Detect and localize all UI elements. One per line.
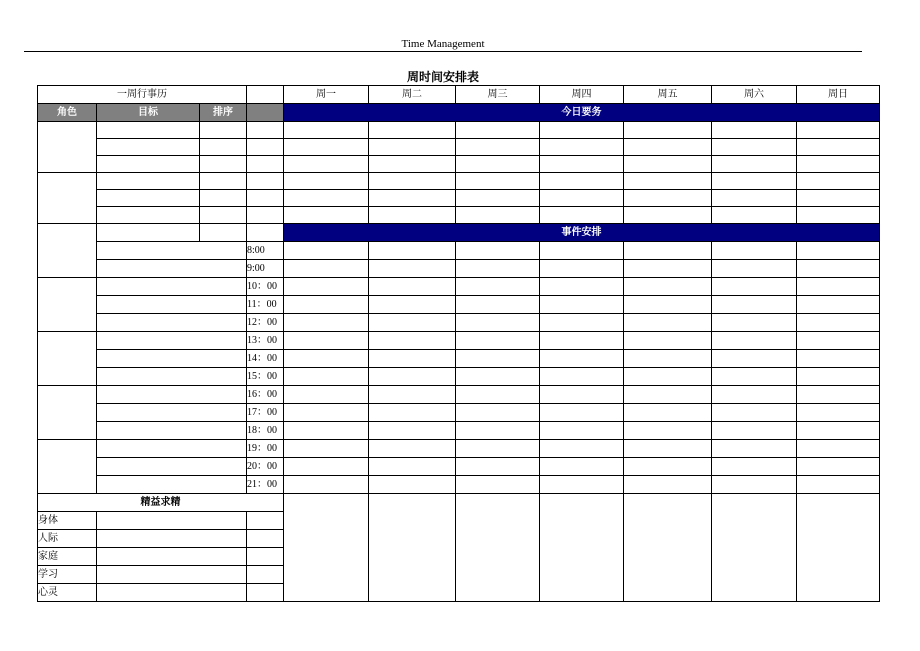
table-cell[interactable] <box>797 173 880 190</box>
role-cell[interactable] <box>38 224 97 278</box>
table-cell[interactable] <box>712 139 797 156</box>
header-rule <box>24 51 862 52</box>
table-cell[interactable] <box>247 173 284 190</box>
table-cell[interactable] <box>712 173 797 190</box>
table-cell[interactable] <box>284 122 369 139</box>
table-cell[interactable] <box>456 332 540 350</box>
day-mon: 周一 <box>284 86 369 104</box>
renewal-title: 精益求精 <box>38 494 284 512</box>
renewal-item-social: 人际 <box>38 530 97 548</box>
table-cell[interactable] <box>247 512 284 530</box>
cell[interactable] <box>247 86 284 104</box>
role-cell[interactable] <box>38 122 97 173</box>
time-label: 14：00 <box>247 350 284 368</box>
table-cell[interactable] <box>247 548 284 566</box>
calendar-label: 一周行事历 <box>38 86 247 104</box>
table-cell[interactable] <box>712 458 797 476</box>
table-cell[interactable] <box>456 476 540 494</box>
table-cell[interactable] <box>284 190 369 207</box>
table-cell[interactable] <box>540 404 624 422</box>
table-cell[interactable] <box>797 139 880 156</box>
event-schedule-header: 事件安排 <box>284 224 880 242</box>
table-cell[interactable] <box>284 156 369 173</box>
table-cell[interactable] <box>369 332 456 350</box>
table-cell[interactable] <box>624 296 712 314</box>
table-cell[interactable] <box>540 173 624 190</box>
table-cell[interactable] <box>797 260 880 278</box>
table-cell[interactable] <box>712 404 797 422</box>
renewal-item-study: 学习 <box>38 566 97 584</box>
table-cell[interactable] <box>247 207 284 224</box>
table-cell[interactable] <box>540 458 624 476</box>
table-cell[interactable] <box>540 350 624 368</box>
table-cell[interactable] <box>456 386 540 404</box>
table-cell[interactable] <box>797 122 880 139</box>
table-cell[interactable] <box>540 332 624 350</box>
table-cell[interactable] <box>456 207 540 224</box>
page-title: 周时间安排表 <box>406 70 479 84</box>
table-cell[interactable] <box>247 224 284 242</box>
table-cell[interactable] <box>97 173 200 190</box>
table-cell[interactable] <box>369 278 456 296</box>
table-cell[interactable] <box>456 350 540 368</box>
table-cell[interactable] <box>97 224 200 242</box>
table-cell[interactable] <box>540 122 624 139</box>
table-cell[interactable] <box>456 422 540 440</box>
table-cell[interactable] <box>712 476 797 494</box>
time-label: 9:00 <box>247 260 284 278</box>
table-cell[interactable] <box>712 278 797 296</box>
time-label: 17：00 <box>247 404 284 422</box>
table-cell[interactable] <box>247 122 284 139</box>
table-cell[interactable] <box>624 173 712 190</box>
day-header-row <box>38 86 880 104</box>
table-cell[interactable] <box>97 139 200 156</box>
notes-cell-thu[interactable] <box>540 494 624 602</box>
role-header: 角色 <box>38 104 97 122</box>
page-header: Time Management <box>401 38 485 50</box>
renewal-item-family: 家庭 <box>38 548 97 566</box>
table-cell[interactable] <box>624 242 712 260</box>
table-cell[interactable] <box>247 139 284 156</box>
table-cell[interactable] <box>456 260 540 278</box>
table-cell[interactable] <box>624 440 712 458</box>
table-cell[interactable] <box>540 207 624 224</box>
role-cell[interactable] <box>38 332 97 386</box>
table-cell[interactable] <box>97 260 247 278</box>
table-cell[interactable] <box>284 476 369 494</box>
table-cell[interactable] <box>97 242 247 260</box>
renewal-item-body: 身体 <box>38 512 97 530</box>
table-cell[interactable] <box>797 440 880 458</box>
table-cell[interactable] <box>200 139 247 156</box>
table-cell[interactable] <box>97 530 247 548</box>
table-cell[interactable] <box>97 422 247 440</box>
table-cell[interactable] <box>97 332 247 350</box>
table-cell[interactable] <box>369 207 456 224</box>
table-cell[interactable] <box>97 207 200 224</box>
table-cell[interactable] <box>369 440 456 458</box>
priority-header: 排序 <box>200 104 247 122</box>
table-cell[interactable] <box>712 242 797 260</box>
table-cell[interactable] <box>284 278 369 296</box>
table-cell[interactable] <box>456 278 540 296</box>
table-cell[interactable] <box>284 173 369 190</box>
table-cell[interactable] <box>369 422 456 440</box>
table-cell[interactable] <box>624 190 712 207</box>
table-cell[interactable] <box>284 296 369 314</box>
table-cell[interactable] <box>284 242 369 260</box>
table-cell[interactable] <box>247 156 284 173</box>
table-cell[interactable] <box>456 368 540 386</box>
table-cell[interactable] <box>797 404 880 422</box>
table-cell[interactable] <box>97 566 247 584</box>
table-cell[interactable] <box>624 139 712 156</box>
table-cell[interactable] <box>797 156 880 173</box>
table-cell[interactable] <box>712 122 797 139</box>
notes-cell-wed[interactable] <box>456 494 540 602</box>
table-cell[interactable] <box>284 260 369 278</box>
notes-cell-fri[interactable] <box>624 494 712 602</box>
renewal-item-mind: 心灵 <box>38 584 97 602</box>
notes-cell-sun[interactable] <box>797 494 880 602</box>
gray-blank-header <box>247 104 284 122</box>
table-cell[interactable] <box>284 458 369 476</box>
role-cell[interactable] <box>38 278 97 332</box>
role-cell[interactable] <box>38 386 97 440</box>
table-cell[interactable] <box>540 314 624 332</box>
table-cell[interactable] <box>97 314 247 332</box>
table-cell[interactable] <box>624 422 712 440</box>
time-label: 10：00 <box>247 278 284 296</box>
table-cell[interactable] <box>247 190 284 207</box>
table-cell[interactable] <box>797 278 880 296</box>
time-label: 16：00 <box>247 386 284 404</box>
table-cell[interactable] <box>797 368 880 386</box>
table-cell[interactable] <box>97 386 247 404</box>
table-cell[interactable] <box>247 530 284 548</box>
table-cell[interactable] <box>797 242 880 260</box>
table-cell[interactable] <box>797 458 880 476</box>
table-cell[interactable] <box>540 190 624 207</box>
table-cell[interactable] <box>540 368 624 386</box>
time-label: 15：00 <box>247 368 284 386</box>
table-cell[interactable] <box>624 404 712 422</box>
table-cell[interactable] <box>97 512 247 530</box>
table-cell[interactable] <box>97 548 247 566</box>
table-cell[interactable] <box>369 139 456 156</box>
table-cell[interactable] <box>369 350 456 368</box>
table-cell[interactable] <box>797 207 880 224</box>
table-cell[interactable] <box>624 278 712 296</box>
time-label: 20：00 <box>247 458 284 476</box>
table-cell[interactable] <box>456 173 540 190</box>
table-cell[interactable] <box>284 139 369 156</box>
table-cell[interactable] <box>456 314 540 332</box>
table-cell[interactable] <box>284 314 369 332</box>
table-cell[interactable] <box>624 350 712 368</box>
table-cell[interactable] <box>797 422 880 440</box>
table-cell[interactable] <box>456 242 540 260</box>
table-cell[interactable] <box>712 296 797 314</box>
today-tasks-header: 今日要务 <box>284 104 880 122</box>
table-cell[interactable] <box>284 386 369 404</box>
table-cell[interactable] <box>797 350 880 368</box>
table-cell[interactable] <box>284 404 369 422</box>
table-cell[interactable] <box>797 296 880 314</box>
day-sat: 周六 <box>712 86 797 104</box>
table-cell[interactable] <box>456 139 540 156</box>
table-cell[interactable] <box>712 368 797 386</box>
table-cell[interactable] <box>624 260 712 278</box>
table-cell[interactable] <box>97 404 247 422</box>
table-cell[interactable] <box>540 242 624 260</box>
notes-cell-mon[interactable] <box>284 494 369 602</box>
table-cell[interactable] <box>712 350 797 368</box>
table-cell[interactable] <box>456 458 540 476</box>
table-cell[interactable] <box>712 260 797 278</box>
time-label: 11：00 <box>247 296 284 314</box>
table-cell[interactable] <box>97 156 200 173</box>
table-cell[interactable] <box>284 368 369 386</box>
table-cell[interactable] <box>624 122 712 139</box>
table-cell[interactable] <box>712 314 797 332</box>
table-cell[interactable] <box>284 350 369 368</box>
role-cell[interactable] <box>38 440 97 494</box>
weekly-schedule-table <box>37 85 880 602</box>
table-cell[interactable] <box>97 122 200 139</box>
table-cell[interactable] <box>624 332 712 350</box>
table-cell[interactable] <box>284 440 369 458</box>
table-cell[interactable] <box>624 314 712 332</box>
time-label: 8:00 <box>247 242 284 260</box>
table-cell[interactable] <box>97 458 247 476</box>
table-cell[interactable] <box>540 476 624 494</box>
table-cell[interactable] <box>369 260 456 278</box>
table-cell[interactable] <box>369 296 456 314</box>
table-cell[interactable] <box>540 278 624 296</box>
table-cell[interactable] <box>456 156 540 173</box>
table-cell[interactable] <box>540 386 624 404</box>
table-cell[interactable] <box>712 422 797 440</box>
day-tue: 周二 <box>369 86 456 104</box>
table-cell[interactable] <box>247 566 284 584</box>
notes-cell-tue[interactable] <box>369 494 456 602</box>
table-cell[interactable] <box>797 386 880 404</box>
table-cell[interactable] <box>369 190 456 207</box>
notes-cell-sat[interactable] <box>712 494 797 602</box>
table-cell[interactable] <box>369 458 456 476</box>
table-cell[interactable] <box>456 190 540 207</box>
table-cell[interactable] <box>624 156 712 173</box>
table-cell[interactable] <box>540 139 624 156</box>
table-cell[interactable] <box>712 190 797 207</box>
table-cell[interactable] <box>369 156 456 173</box>
table-cell[interactable] <box>624 207 712 224</box>
table-cell[interactable] <box>200 190 247 207</box>
table-cell[interactable] <box>200 207 247 224</box>
time-label: 21：00 <box>247 476 284 494</box>
table-cell[interactable] <box>797 190 880 207</box>
table-cell[interactable] <box>284 422 369 440</box>
time-label: 18：00 <box>247 422 284 440</box>
table-cell[interactable] <box>624 458 712 476</box>
table-cell[interactable] <box>200 173 247 190</box>
table-cell[interactable] <box>369 368 456 386</box>
table-cell[interactable] <box>97 190 200 207</box>
table-cell[interactable] <box>97 584 247 602</box>
table-cell[interactable] <box>797 332 880 350</box>
table-cell[interactable] <box>284 332 369 350</box>
table-cell[interactable] <box>540 296 624 314</box>
day-thu: 周四 <box>540 86 624 104</box>
table-cell[interactable] <box>369 314 456 332</box>
table-cell[interactable] <box>200 122 247 139</box>
table-cell[interactable] <box>797 476 880 494</box>
table-cell[interactable] <box>540 422 624 440</box>
table-cell[interactable] <box>97 440 247 458</box>
table-cell[interactable] <box>369 386 456 404</box>
table-cell[interactable] <box>97 368 247 386</box>
table-cell[interactable] <box>712 207 797 224</box>
table-cell[interactable] <box>200 156 247 173</box>
table-cell[interactable] <box>712 386 797 404</box>
table-cell[interactable] <box>540 260 624 278</box>
table-cell[interactable] <box>624 386 712 404</box>
table-cell[interactable] <box>369 476 456 494</box>
time-label: 19：00 <box>247 440 284 458</box>
table-cell[interactable] <box>369 122 456 139</box>
table-cell[interactable] <box>712 440 797 458</box>
table-cell[interactable] <box>797 314 880 332</box>
day-wed: 周三 <box>456 86 540 104</box>
table-cell[interactable] <box>456 440 540 458</box>
table-cell[interactable] <box>284 207 369 224</box>
table-cell[interactable] <box>97 296 247 314</box>
time-label: 12：00 <box>247 314 284 332</box>
role-cell[interactable] <box>38 173 97 224</box>
table-cell[interactable] <box>540 156 624 173</box>
table-cell[interactable] <box>200 224 247 242</box>
goal-header: 目标 <box>97 104 200 122</box>
day-fri: 周五 <box>624 86 712 104</box>
table-cell[interactable] <box>369 173 456 190</box>
table-cell[interactable] <box>369 404 456 422</box>
table-cell[interactable] <box>369 242 456 260</box>
table-cell[interactable] <box>456 404 540 422</box>
table-cell[interactable] <box>712 332 797 350</box>
table-cell[interactable] <box>540 440 624 458</box>
table-cell[interactable] <box>456 296 540 314</box>
day-sun: 周日 <box>797 86 880 104</box>
time-label: 13：00 <box>247 332 284 350</box>
table-cell[interactable] <box>97 476 247 494</box>
table-cell[interactable] <box>624 368 712 386</box>
table-cell[interactable] <box>712 156 797 173</box>
table-cell[interactable] <box>624 476 712 494</box>
section-header-row <box>38 104 880 122</box>
table-cell[interactable] <box>97 350 247 368</box>
table-cell[interactable] <box>97 278 247 296</box>
table-cell[interactable] <box>456 122 540 139</box>
table-cell[interactable] <box>247 584 284 602</box>
